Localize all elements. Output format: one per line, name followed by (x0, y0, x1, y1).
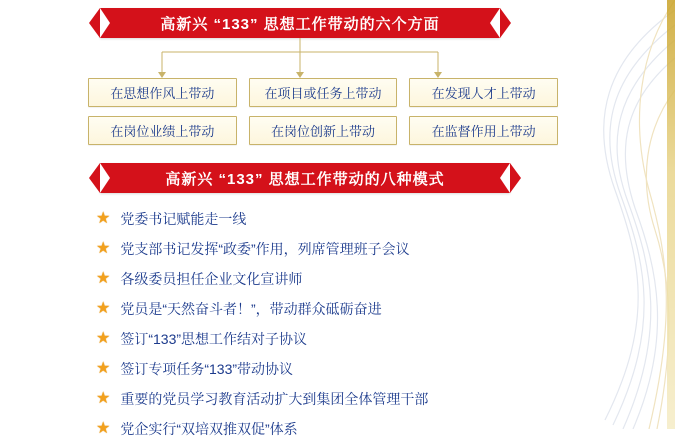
list-item (96, 326, 616, 352)
list-item-label: 各级委员担任企业文化宣讲师 (120, 271, 303, 287)
list-item-label: 党企实行“双培双推双促”体系 (120, 421, 298, 437)
banner-notch-left (100, 8, 110, 38)
aspect-box[interactable]: 在监督作用上带动 (409, 116, 558, 145)
list-item (96, 206, 616, 232)
aspect-box[interactable]: 在岗位业绩上带动 (88, 116, 237, 145)
star-icon: ★ (96, 210, 111, 227)
star-icon: ★ (96, 360, 111, 377)
star-icon: ★ (96, 390, 111, 407)
connector-lines (0, 38, 675, 80)
section-two-banner (100, 163, 510, 193)
section-one-title: 高新兴 “133” 思想工作带动的六个方面 (160, 15, 440, 33)
section-one-banner (100, 8, 500, 38)
star-icon: ★ (96, 270, 111, 287)
aspect-box[interactable]: 在项目或任务上带动 (249, 78, 398, 107)
list-item (96, 296, 616, 322)
aspect-box[interactable]: 在岗位创新上带动 (249, 116, 398, 145)
list-item-label: 签订专项任务“133”带动协议 (120, 361, 294, 377)
list-item-label: 党员是“天然奋斗者！”，带动群众砥砺奋进 (120, 301, 382, 317)
star-icon: ★ (96, 300, 111, 317)
star-icon: ★ (96, 420, 111, 437)
list-item (96, 266, 616, 292)
aspect-box-grid (88, 78, 558, 154)
aspect-row (88, 116, 558, 145)
list-item (96, 236, 616, 262)
star-icon: ★ (96, 240, 111, 257)
list-item-label: 党支部书记发挥“政委”作用，列席管理班子会议 (120, 241, 410, 257)
list-item-label: 签订“133”思想工作结对子协议 (120, 331, 308, 347)
star-icon: ★ (96, 330, 111, 347)
list-item-label: 重要的党员学习教育活动扩大到集团全体管理干部 (120, 391, 429, 407)
list-item-label: 党委书记赋能走一线 (120, 211, 247, 227)
list-item (96, 386, 616, 412)
list-item (96, 356, 616, 382)
aspect-box[interactable]: 在发现人才上带动 (409, 78, 558, 107)
list-item (96, 416, 616, 442)
aspect-row (88, 78, 558, 107)
banner-notch-right (490, 8, 500, 38)
section-two-title: 高新兴 “133” 思想工作带动的八种模式 (165, 170, 445, 188)
banner-notch-right (500, 163, 510, 193)
mode-list (96, 206, 616, 446)
aspect-box[interactable]: 在思想作风上带动 (88, 78, 237, 107)
banner-notch-left (100, 163, 110, 193)
